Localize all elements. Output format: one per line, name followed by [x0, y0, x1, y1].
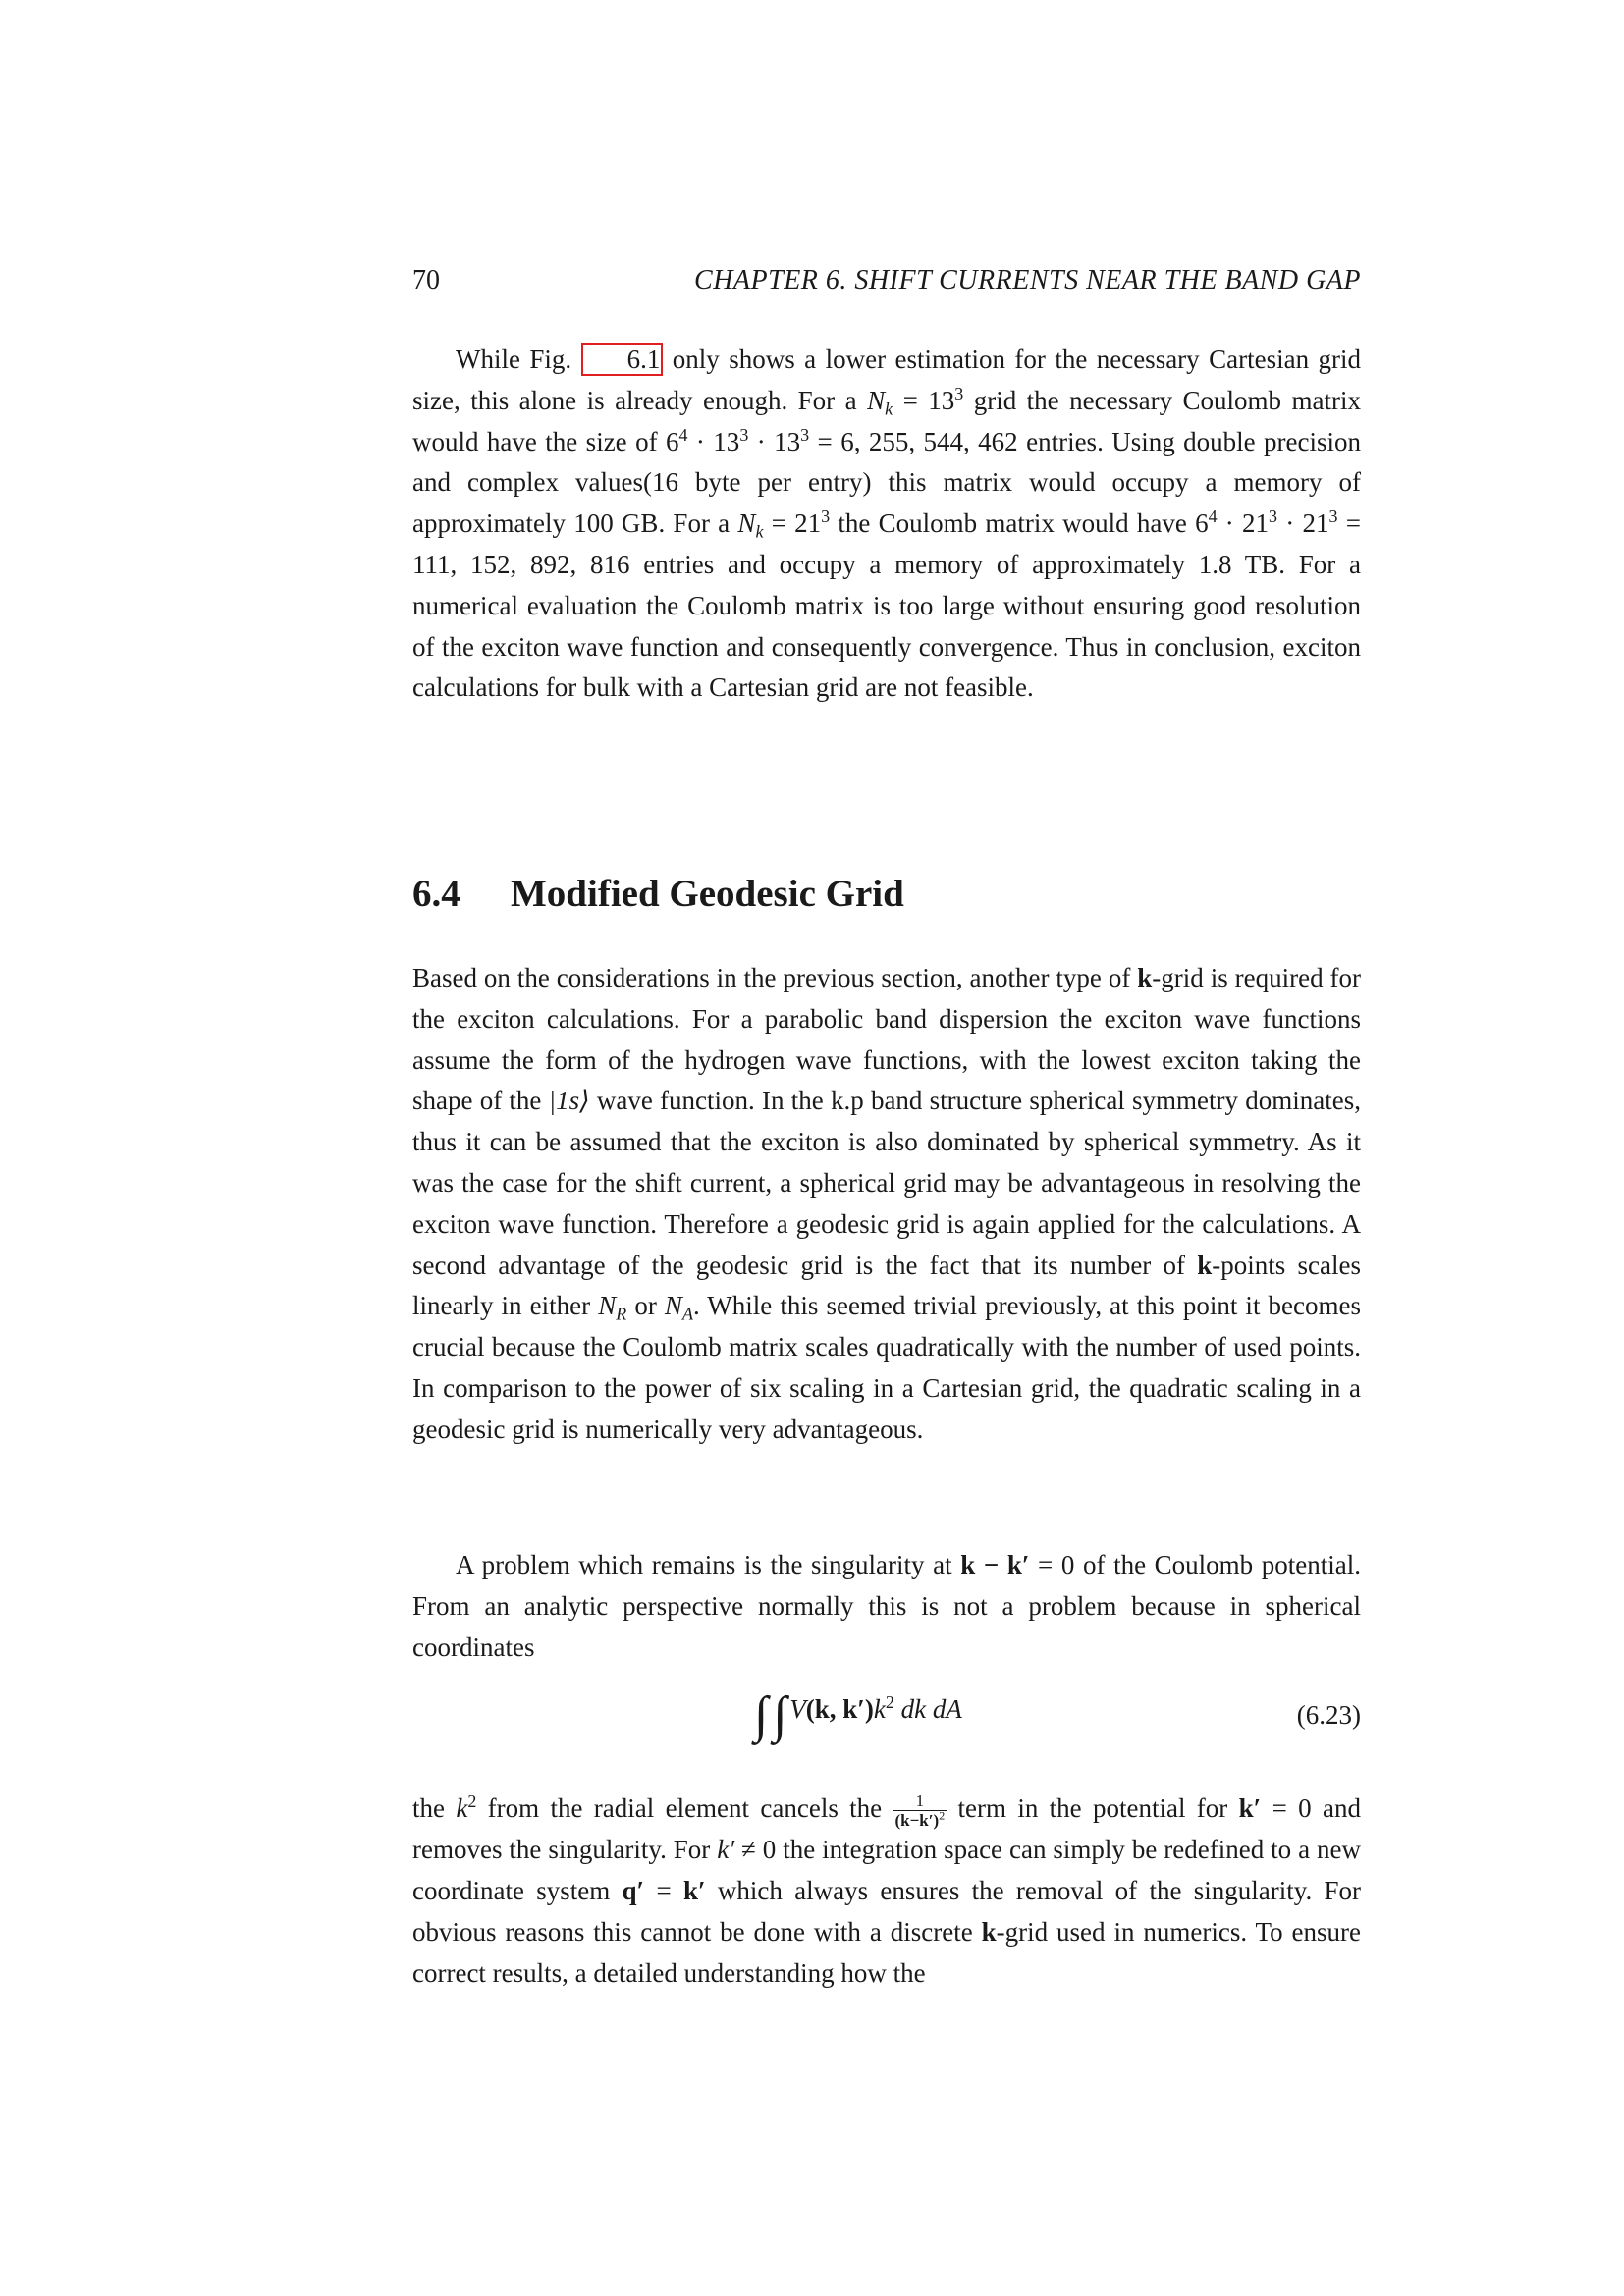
figure-link[interactable]: 6.1 [581, 343, 664, 376]
equation-6-23 [412, 1686, 1361, 1755]
page-number: 70 [412, 265, 440, 295]
paragraph-geodesic: Based on the considerations in the previous section, another type of k-grid is required for the exciton calculations. For a parabolic band dispersion the exciton wave functions assume the form of the hydrogen wave functions, with the lowest exciton taking the shape of the |1s⟩ wave function. In the k.p band structure spherical symmetry dominates, thus it can be assumed that the exciton is also dominated by spherical symmetry. As it was the case for the shift current, a spherical grid may be advantageous in resolving the exciton wave function. Therefore a geodesic grid is again applied for the calculations. A second advantage of the geodesic grid is the fact that its number of k-points scales linearly in either $N_R$ or $N_A$. While this seemed trivial previously, at this point it becomes crucial because the Coulomb matrix scales quadratically with the number of used points. In comparison to the power of six scaling in a Cartesian grid, the quadratic scaling in a geodesic grid is numerically very advantageous. [412, 963, 1361, 1444]
paragraph-grid-size: While Fig. 6.1 only shows a lower estimation for the necessary Cartesian grid size, this alone is already enough. For a $N_k = 13^3$ grid the necessary Coulomb matrix would have the size of $6^4 \cdot 13^3 \cdot 13^3 = 6$, 255, 544, 462 entries. Using double precision and complex values(16 byte per entry) this matrix would occupy a memory of approximately 100 GB. For a $N_k = 21^3$ the Coulomb matrix would have $6^4 \cdot 21^3 \cdot 21^3 = 111$, 152, 892, 816 entries and occupy a memory of approximately 1.8 TB. For a numerical evaluation the Coulomb matrix is too large without ensuring good resolution of the exciton wave function and consequently convergence. Thus in conclusion, exciton calculations for bulk with a Cartesian grid are not feasible. [412, 345, 1362, 703]
paragraph-singularity: A problem which remains is the singularity at k − k′ = 0 of the Coulomb potential. From an analytic perspective normally this is not a problem because in spherical coordinates [412, 1550, 1361, 1662]
section-heading [412, 872, 904, 916]
section-title: Modified Geodesic Grid [511, 873, 904, 915]
inline-fraction: $\frac{1}{(k-k')^2}$ [894, 1791, 946, 1831]
paragraph-radial: the $k^2$ from the radial element cancels the $\frac{1}{(k-k')^2}$ term in the potential for k′ = 0 and removes the singularity. For k′ ≠ 0 the integration space can simply be redefined to a new coordinate system q′ = k′ which always ensures the removal of the singularity. For obvious reasons this cannot be done with a discrete k-grid used in numerics. To ensure correct results, a detailed understanding how the [412, 1791, 1361, 1988]
equation-formula: ∫ ∫ V(k, $k')k^2$ dk dA [754, 1687, 962, 1743]
equation-number: (6.23) [1296, 1700, 1361, 1730]
chapter-title: CHAPTER 6. SHIFT CURRENTS NEAR THE BAND GAP [694, 265, 1361, 295]
section-number: 6.4 [412, 873, 460, 915]
running-header [412, 265, 1361, 304]
